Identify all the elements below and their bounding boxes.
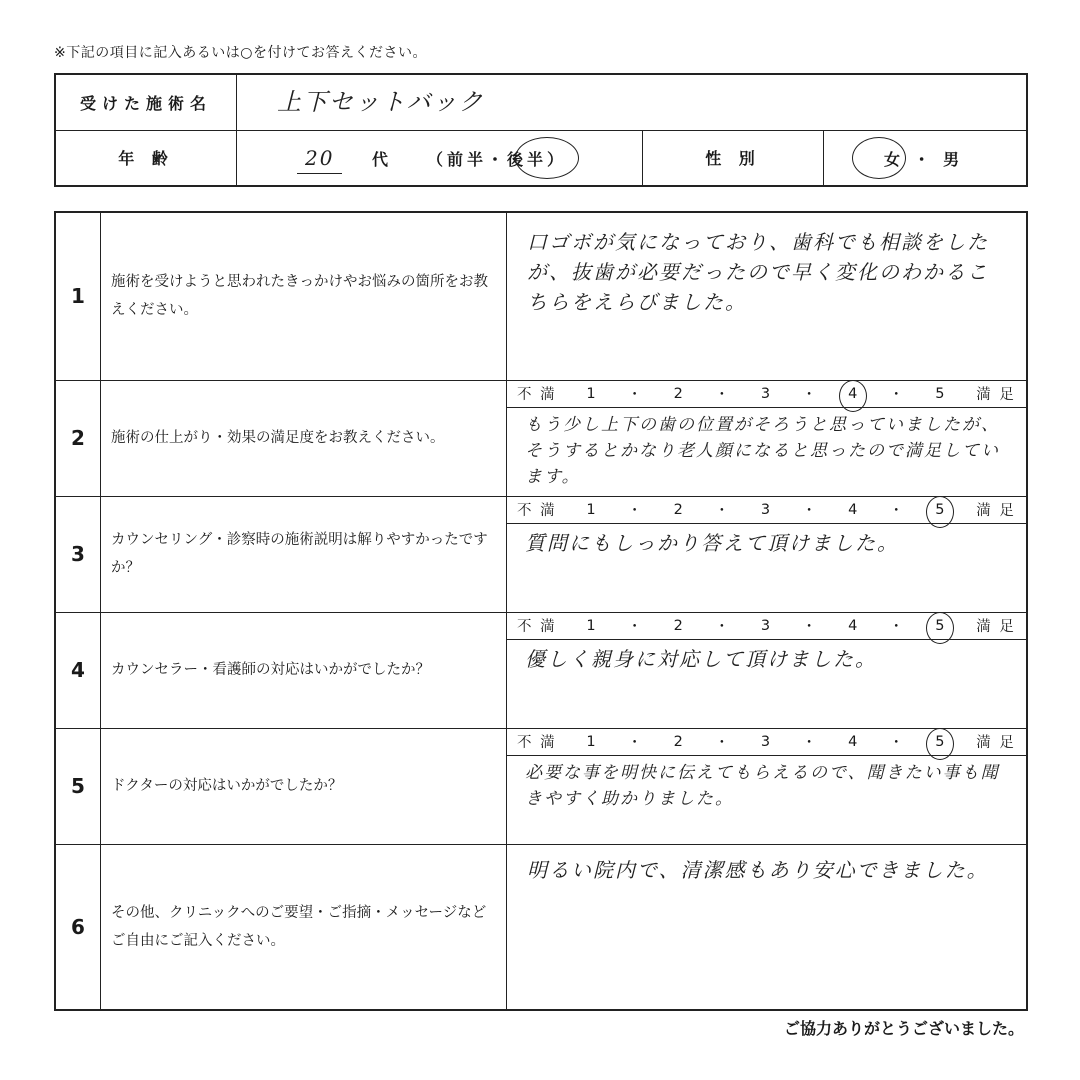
age-value: 20 bbox=[297, 143, 342, 174]
answer-text: 必要な事を明快に伝えてもらえるので、聞きたい事も聞きやすく助かりました。 bbox=[525, 762, 1000, 809]
instruction-text: ※下記の項目に記入あるいは○を付けてお答えください。 bbox=[54, 45, 427, 61]
question-number: 3 bbox=[55, 496, 101, 612]
questionnaire-table bbox=[54, 211, 1028, 1011]
question-row-2 bbox=[55, 380, 1027, 496]
gender-label: 性 別 bbox=[643, 130, 824, 186]
rating-circle: 5 bbox=[935, 733, 947, 750]
answer-text: 質問にもしっかり答えて頂けました。 bbox=[525, 530, 899, 555]
question-row-1 bbox=[55, 212, 1027, 380]
question-text: その他、クリニックへのご要望・ご指摘・メッセージなどご自由にご記入ください。 bbox=[101, 844, 507, 1010]
gender-female-circle bbox=[852, 137, 906, 179]
satisfaction-scale: 不 満 1 ・ 2 ・ 3 ・ 4 ・ 5 満 足 bbox=[507, 729, 1026, 756]
age-label: 年 齢 bbox=[55, 130, 237, 186]
question-row-5 bbox=[55, 728, 1027, 844]
question-number: 1 bbox=[55, 212, 101, 380]
answer-text: 優しく親身に対応して頂けました。 bbox=[525, 646, 877, 671]
answer-text: 明るい院内で、清潔感もあり安心できました。 bbox=[507, 844, 1028, 1010]
question-number: 5 bbox=[55, 728, 101, 844]
question-row-6 bbox=[55, 844, 1027, 1010]
satisfaction-scale: 不 満 1 ・ 2 ・ 3 ・ 4 ・ 5 満 足 bbox=[507, 497, 1026, 524]
rating-circle: 5 bbox=[935, 617, 947, 634]
gender-options: 女 ・ 男 bbox=[884, 149, 964, 169]
treatment-value: 上下セットバック bbox=[237, 74, 1028, 130]
age-second-half-circle bbox=[515, 137, 579, 179]
age-unit: 代 bbox=[372, 149, 389, 169]
question-number: 2 bbox=[55, 380, 101, 496]
age-cell bbox=[237, 130, 643, 186]
answer-text: もう少し上下の歯の位置がそろうと思っていましたが、そうするとかなり老人顔になると思ったので満足しています。 bbox=[525, 414, 1000, 487]
footer-thanks: ご協力ありがとうございました。 bbox=[783, 1019, 1024, 1038]
question-text: 施術の仕上がり・効果の満足度をお教えください。 bbox=[101, 380, 507, 496]
question-text: カウンセリング・診察時の施術説明は解りやすかったですか？ bbox=[101, 496, 507, 612]
question-row-4 bbox=[55, 612, 1027, 728]
rating-circle: 4 bbox=[848, 385, 860, 402]
satisfaction-scale: 不 満 1 ・ 2 ・ 3 ・ 4 ・ 5 満 足 bbox=[507, 381, 1026, 408]
age-options: （前半・後半） bbox=[427, 149, 568, 169]
question-number: 6 bbox=[55, 844, 101, 1010]
header-table bbox=[54, 73, 1028, 187]
question-row-3 bbox=[55, 496, 1027, 612]
rating-circle: 5 bbox=[935, 501, 947, 518]
question-text: ドクターの対応はいかがでしたか？ bbox=[101, 728, 507, 844]
question-number: 4 bbox=[55, 612, 101, 728]
treatment-label: 受けた施術名 bbox=[55, 74, 237, 130]
satisfaction-scale: 不 満 1 ・ 2 ・ 3 ・ 4 ・ 5 満 足 bbox=[507, 613, 1026, 640]
answer-text: 口ゴボが気になっており、歯科でも相談をしたが、抜歯が必要だったので早く変化のわかるこちらをえらびました。 bbox=[507, 212, 1028, 380]
question-text: 施術を受けようと思われたきっかけやお悩みの箇所をお教えください。 bbox=[101, 212, 507, 380]
question-text: カウンセラー・看護師の対応はいかがでしたか？ bbox=[101, 612, 507, 728]
gender-cell bbox=[824, 130, 1028, 186]
